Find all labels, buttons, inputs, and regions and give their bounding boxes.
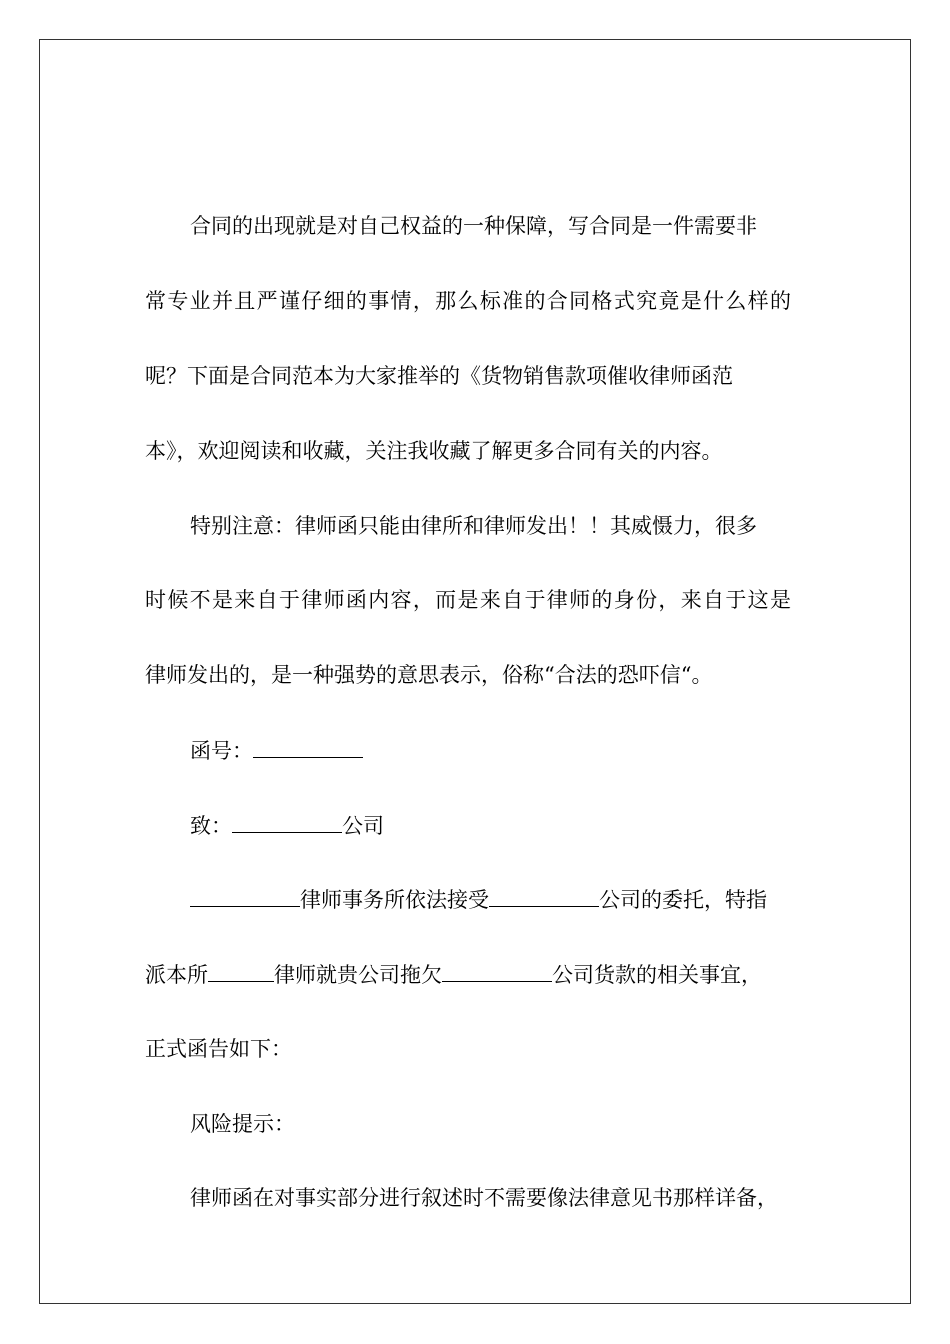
- entrust-text-2: 公司的委托，特指: [599, 888, 767, 912]
- notice-line-1: 特别注意：律师函只能由律所和律师发出！！其威慑力，很多: [190, 514, 757, 538]
- lawyer-name-blank: [208, 961, 274, 982]
- entrust-text-5: 公司货款的相关事宜，: [552, 963, 762, 987]
- recipient-blank: [232, 812, 342, 833]
- entrust-text-1: 律师事务所依法接受: [300, 888, 489, 912]
- notice-line-3: 律师发出的，是一种强势的意思表示，俗称“合法的恐吓信“。: [145, 663, 713, 687]
- recipient-suffix: 公司: [342, 814, 384, 838]
- creditor-company-blank: [442, 961, 552, 982]
- entrust-line-1: [190, 886, 767, 913]
- entrust-line-2: [145, 961, 762, 988]
- entrust-text-4: 律师就贵公司拖欠: [274, 963, 442, 987]
- intro-line-3: 呢？下面是合同范本为大家推举的《货物销售款项催收律师函范: [145, 364, 733, 388]
- intro-line-2: 常专业并且严谨仔细的事情，那么标准的合同格式究竟是什么样的: [145, 289, 791, 313]
- letter-number-label: 函号：: [190, 739, 253, 763]
- recipient-label: 致：: [190, 814, 232, 838]
- entrust-line-3: 正式函告如下：: [145, 1037, 292, 1061]
- intro-line-4: 本》，欢迎阅读和收藏，关注我收藏了解更多合同有关的内容。: [145, 439, 723, 463]
- letter-number-row: [190, 737, 363, 764]
- notice-line-2: 时候不是来自于律师函内容，而是来自于律师的身份，来自于这是: [145, 588, 791, 612]
- client-company-blank: [489, 886, 599, 907]
- risk-heading: 风险提示：: [190, 1112, 295, 1136]
- law-firm-blank: [190, 886, 300, 907]
- risk-line-1: 律师函在对事实部分进行叙述时不需要像法律意见书那样详备，: [190, 1186, 778, 1210]
- recipient-row: [190, 812, 384, 839]
- intro-line-1: 合同的出现就是对自己权益的一种保障，写合同是一件需要非: [190, 214, 757, 238]
- entrust-text-3: 派本所: [145, 963, 208, 987]
- letter-number-blank: [253, 737, 363, 758]
